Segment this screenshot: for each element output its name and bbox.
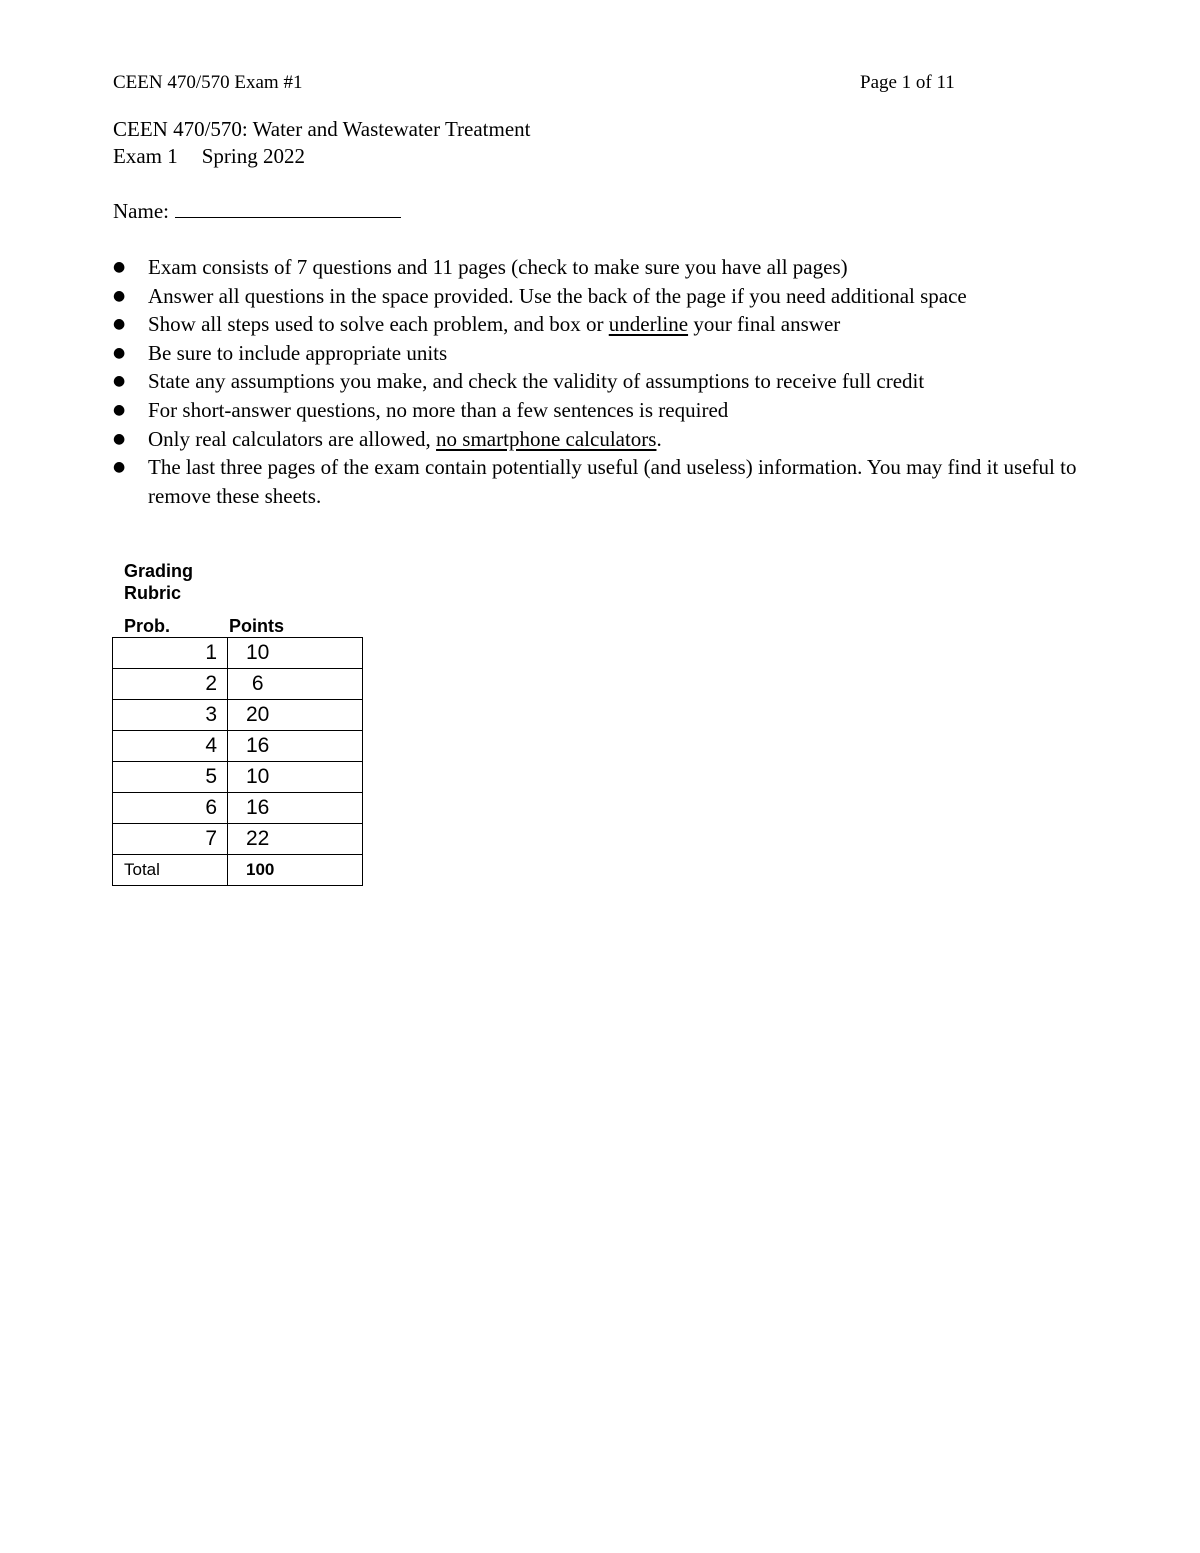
table-row (113, 638, 363, 669)
rubric-header-prob: Prob. (124, 616, 171, 636)
table-row (113, 762, 363, 793)
table-row (113, 700, 363, 731)
bullet-icon: ● (113, 401, 126, 418)
exam-term: Spring 2022 (201, 144, 305, 168)
prob-cell: 4 (113, 731, 228, 762)
table-row (113, 731, 363, 762)
page-number: Page 1 of 11 (860, 72, 955, 93)
bullet-icon: ● (113, 344, 126, 361)
exam-name: Exam 1 (113, 144, 178, 168)
prob-cell: 7 (113, 824, 228, 855)
points-cell: 22 (228, 824, 363, 855)
points-cell: 20 (228, 700, 363, 731)
total-row (113, 855, 363, 886)
total-points: 100 (228, 855, 363, 886)
instruction-item: ● Exam consists of 7 questions and 11 pages (check to make sure you have all pages) (113, 253, 1103, 282)
page-header-course: CEEN 470/570 Exam #1 (113, 72, 303, 93)
points-cell: 10 (228, 762, 363, 793)
grading-rubric-table (112, 637, 363, 886)
instruction-item: ● State any assumptions you make, and check the validity of assumptions to receive full credit (113, 367, 1103, 396)
instruction-item: ● Answer all questions in the space provided. Use the back of the page if you need additional space (113, 282, 1103, 311)
prob-cell: 2 (113, 669, 228, 700)
bullet-icon: ● (113, 259, 126, 275)
name-blank-line[interactable] (175, 197, 401, 218)
course-title: CEEN 470/570: Water and Wastewater Treatment (113, 117, 531, 141)
underlined-text: no smartphone calculators (436, 426, 657, 451)
points-cell: 16 (228, 731, 363, 762)
prob-cell: 5 (113, 762, 228, 793)
points-cell: 16 (228, 793, 363, 824)
rubric-header-points: Points (229, 616, 285, 636)
table-row (113, 793, 363, 824)
prob-cell: 3 (113, 700, 228, 731)
instructions-list (113, 253, 1103, 510)
bullet-icon: ● (113, 373, 126, 390)
instruction-item: ● For short-answer questions, no more than a few sentences is required (113, 396, 1103, 425)
rubric-title: Grading Rubric (124, 561, 194, 603)
table-row (113, 824, 363, 855)
bullet-icon: ● (113, 459, 126, 476)
table-row (113, 669, 363, 700)
name-label: Name: (113, 199, 169, 223)
bullet-icon: ● (113, 430, 126, 447)
points-cell: 6 (228, 669, 363, 700)
name-field (113, 197, 401, 224)
instruction-item: ● Be sure to include appropriate units (113, 339, 1103, 368)
points-cell: 10 (228, 638, 363, 669)
instruction-item: ● The last three pages of the exam contain potentially useful (and useless) information. You may find it useful to remove these sheets. (113, 455, 1077, 508)
total-label: Total (113, 855, 228, 886)
instruction-item: ● Only real calculators are allowed, no smartphone calculators. (113, 425, 1103, 454)
instruction-item: ● Show all steps used to solve each problem, and box or underline your final answer (113, 310, 1103, 339)
underlined-text: underline (608, 312, 689, 337)
prob-cell: 1 (113, 638, 228, 669)
bullet-icon: ● (113, 287, 126, 304)
exam-line (113, 143, 305, 169)
bullet-icon: ● (113, 316, 126, 333)
prob-cell: 6 (113, 793, 228, 824)
